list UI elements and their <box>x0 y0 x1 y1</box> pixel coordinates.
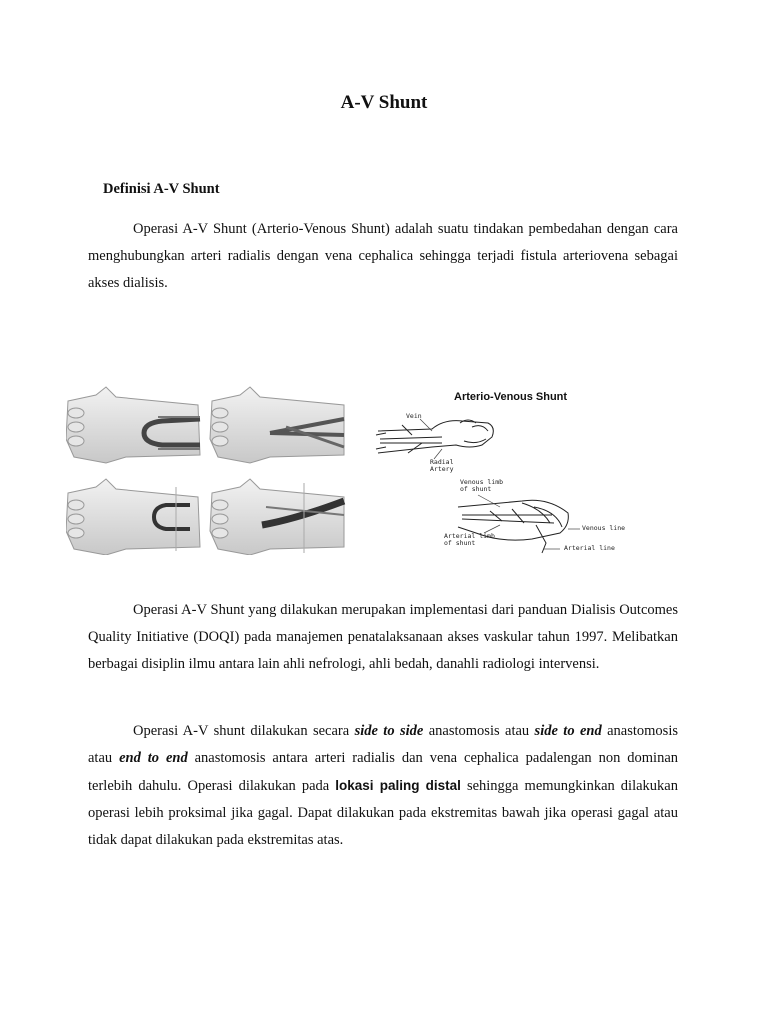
hand-illustrations-svg <box>66 383 346 555</box>
hand-loop-graft <box>66 387 200 463</box>
emphasis-lokasi-paling-distal: lokasi paling distal <box>335 778 461 793</box>
label-arterial-line: Arterial line <box>564 544 615 552</box>
emphasis-end-to-end: end to end <box>119 750 188 766</box>
text-run: sehingga memungkinkan dilakukan operasi lebih proksimal jika gagal. Dapat dilakukan pada ekstremitas bawah jika operasi gagal atau tidak dapat dilakukan pada ekstremitas atas. <box>88 778 678 848</box>
upper-wrist-drawing <box>376 420 493 453</box>
text-run: anastomosis antara arteri radialis dan vena cephalica padalengan non dominan terlebih dahulu. Operasi dilakukan pada <box>88 750 679 794</box>
text-run: anastomosis atau <box>88 723 678 766</box>
emphasis-side-to-end: side to end <box>534 723 602 739</box>
label-venous-line: Venous line <box>582 524 626 532</box>
emphasis-side-to-side: side to side <box>354 723 424 739</box>
hand-illustrations-figure <box>66 383 346 555</box>
hand-u-graft <box>66 479 200 555</box>
paragraph-anastomosis <box>88 718 678 854</box>
label-arterial-limb: Arterial limb of shunt <box>444 532 495 547</box>
label-vein: Vein <box>406 412 422 420</box>
hand-direct-fistula <box>210 387 344 463</box>
figure-title: Arterio-Venous Shunt <box>454 391 568 403</box>
text-run: anastomosis atau <box>423 723 535 739</box>
paragraph-doqi: Operasi A-V Shunt yang dilakukan merupakan implementasi dari panduan Dialisis Outcomes Quality Initiative (DOQI) pada manajemen penatalaksanaan akses vaskular tahun 1997. Melibatkan berbagai disiplin ilmu antara lain ahli nefrologi, ahli bedah, danahli radiologi intervensi. <box>88 602 678 672</box>
section-heading: Definisi A-V Shunt <box>103 181 220 197</box>
text-run: Operasi A-V shunt dilakukan secara <box>133 723 355 739</box>
label-radial-artery: Radial Artery <box>430 458 454 473</box>
hand-straight-graft <box>210 479 344 555</box>
paragraph-definition: Operasi A-V Shunt (Arterio-Venous Shunt) adalah suatu tindakan pembedahan dengan cara menghubungkan arteri radialis dengan vena cephalica sehingga terjadi fistula arteriovena sebagai akses dialisis. <box>88 221 678 291</box>
label-venous-limb: Venous limb of shunt <box>460 478 504 493</box>
av-shunt-diagram <box>372 383 654 555</box>
document-title: A-V Shunt <box>340 92 428 113</box>
